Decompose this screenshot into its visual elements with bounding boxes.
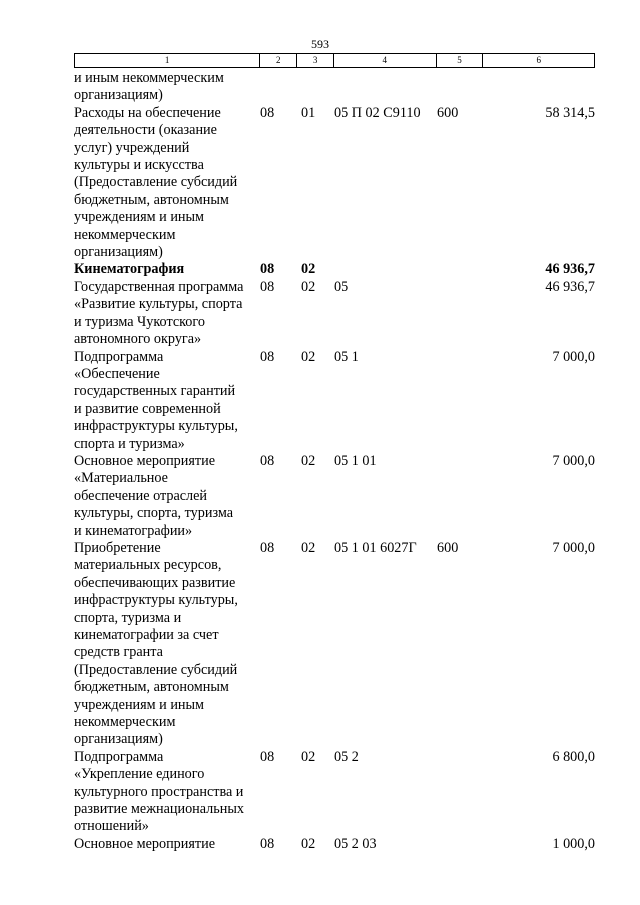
row-section: 08 [260, 104, 275, 121]
row-amount: 58 314,5 [545, 104, 595, 121]
row-target-code: 05 1 [334, 348, 359, 365]
table-row [74, 836, 595, 853]
table-row [74, 349, 595, 453]
row-subsection: 02 [301, 452, 316, 469]
header-col-3: 3 [297, 54, 334, 67]
row-section: 08 [260, 748, 275, 765]
row-section: 08 [260, 452, 275, 469]
table-row [74, 105, 595, 262]
row-section: 08 [260, 835, 275, 852]
row-name: Основное мероприятие «Материальное обеспечение отраслей культуры, спорта, туризма и кинематографии» [74, 452, 234, 539]
table-header [74, 53, 595, 68]
row-amount: 6 800,0 [552, 748, 595, 765]
row-subsection: 02 [301, 835, 316, 852]
row-target-code: 05 1 01 [334, 452, 377, 469]
table-row [74, 540, 595, 749]
row-subsection: 02 [301, 348, 316, 365]
page-number: 593 [311, 37, 329, 51]
row-name: и иным некоммерческим организациям) [74, 70, 224, 104]
row-name: Подпрограмма «Обеспечение государственных гарантий и развитие современной инфраструктуры культуры, спорта и туризма» [74, 348, 238, 452]
row-subsection: 01 [301, 104, 316, 121]
header-col-1: 1 [75, 54, 260, 67]
row-name: Подпрограмма «Укрепление единого культурного пространства и развитие межнациональных отношений» [74, 748, 244, 835]
row-amount: 7 000,0 [552, 348, 595, 365]
row-name: Расходы на обеспечение деятельности (оказание услуг) учреждений культуры и искусства (Предоставление субсидий бюджетным, автономным учреждениям и иным некоммерческим организациям) [74, 104, 238, 261]
row-section: 08 [260, 348, 275, 365]
row-amount: 46 936,7 [545, 261, 595, 278]
row-target-code: 05 2 [334, 748, 359, 765]
row-name: Кинематография [74, 261, 185, 278]
header-col-6: 6 [536, 55, 541, 65]
table-row [74, 453, 595, 540]
row-subsection: 02 [301, 539, 316, 556]
row-target-code: 05 2 03 [334, 835, 377, 852]
row-amount: 46 936,7 [545, 278, 595, 295]
budget-table-body [74, 70, 595, 853]
row-target-code: 05 П 02 С9110 [334, 104, 421, 121]
row-name: Приобретение материальных ресурсов, обеспечивающих развитие инфраструктуры культуры, спорта, туризма и кинематографии за счет средств гранта (Предоставление субсидий бюджетным, автономным учреждениям и иным некоммерческим организациям) [74, 539, 238, 748]
row-section: 08 [260, 261, 275, 278]
header-col-2: 2 [260, 54, 297, 67]
row-name: Государственная программа «Развитие культуры, спорта и туризма Чукотского автономного округа» [74, 278, 244, 348]
row-section: 08 [260, 539, 275, 556]
table-row [74, 279, 595, 349]
row-subsection: 02 [301, 748, 316, 765]
row-target-code: 05 1 01 6027Г [334, 539, 417, 556]
table-row [74, 749, 595, 836]
row-expense-type: 600 [437, 104, 459, 121]
row-section: 08 [260, 278, 275, 295]
table-row [74, 70, 595, 105]
row-subsection: 02 [301, 261, 316, 278]
row-amount: 1 000,0 [552, 835, 595, 852]
table-row [74, 261, 595, 278]
row-expense-type: 600 [437, 539, 459, 556]
row-target-code: 05 [334, 278, 349, 295]
row-subsection: 02 [301, 278, 316, 295]
header-col-5: 5 [437, 54, 484, 67]
row-amount: 7 000,0 [552, 539, 595, 556]
row-name: Основное мероприятие [74, 835, 215, 852]
row-amount: 7 000,0 [552, 452, 595, 469]
header-col-4: 4 [334, 54, 437, 67]
